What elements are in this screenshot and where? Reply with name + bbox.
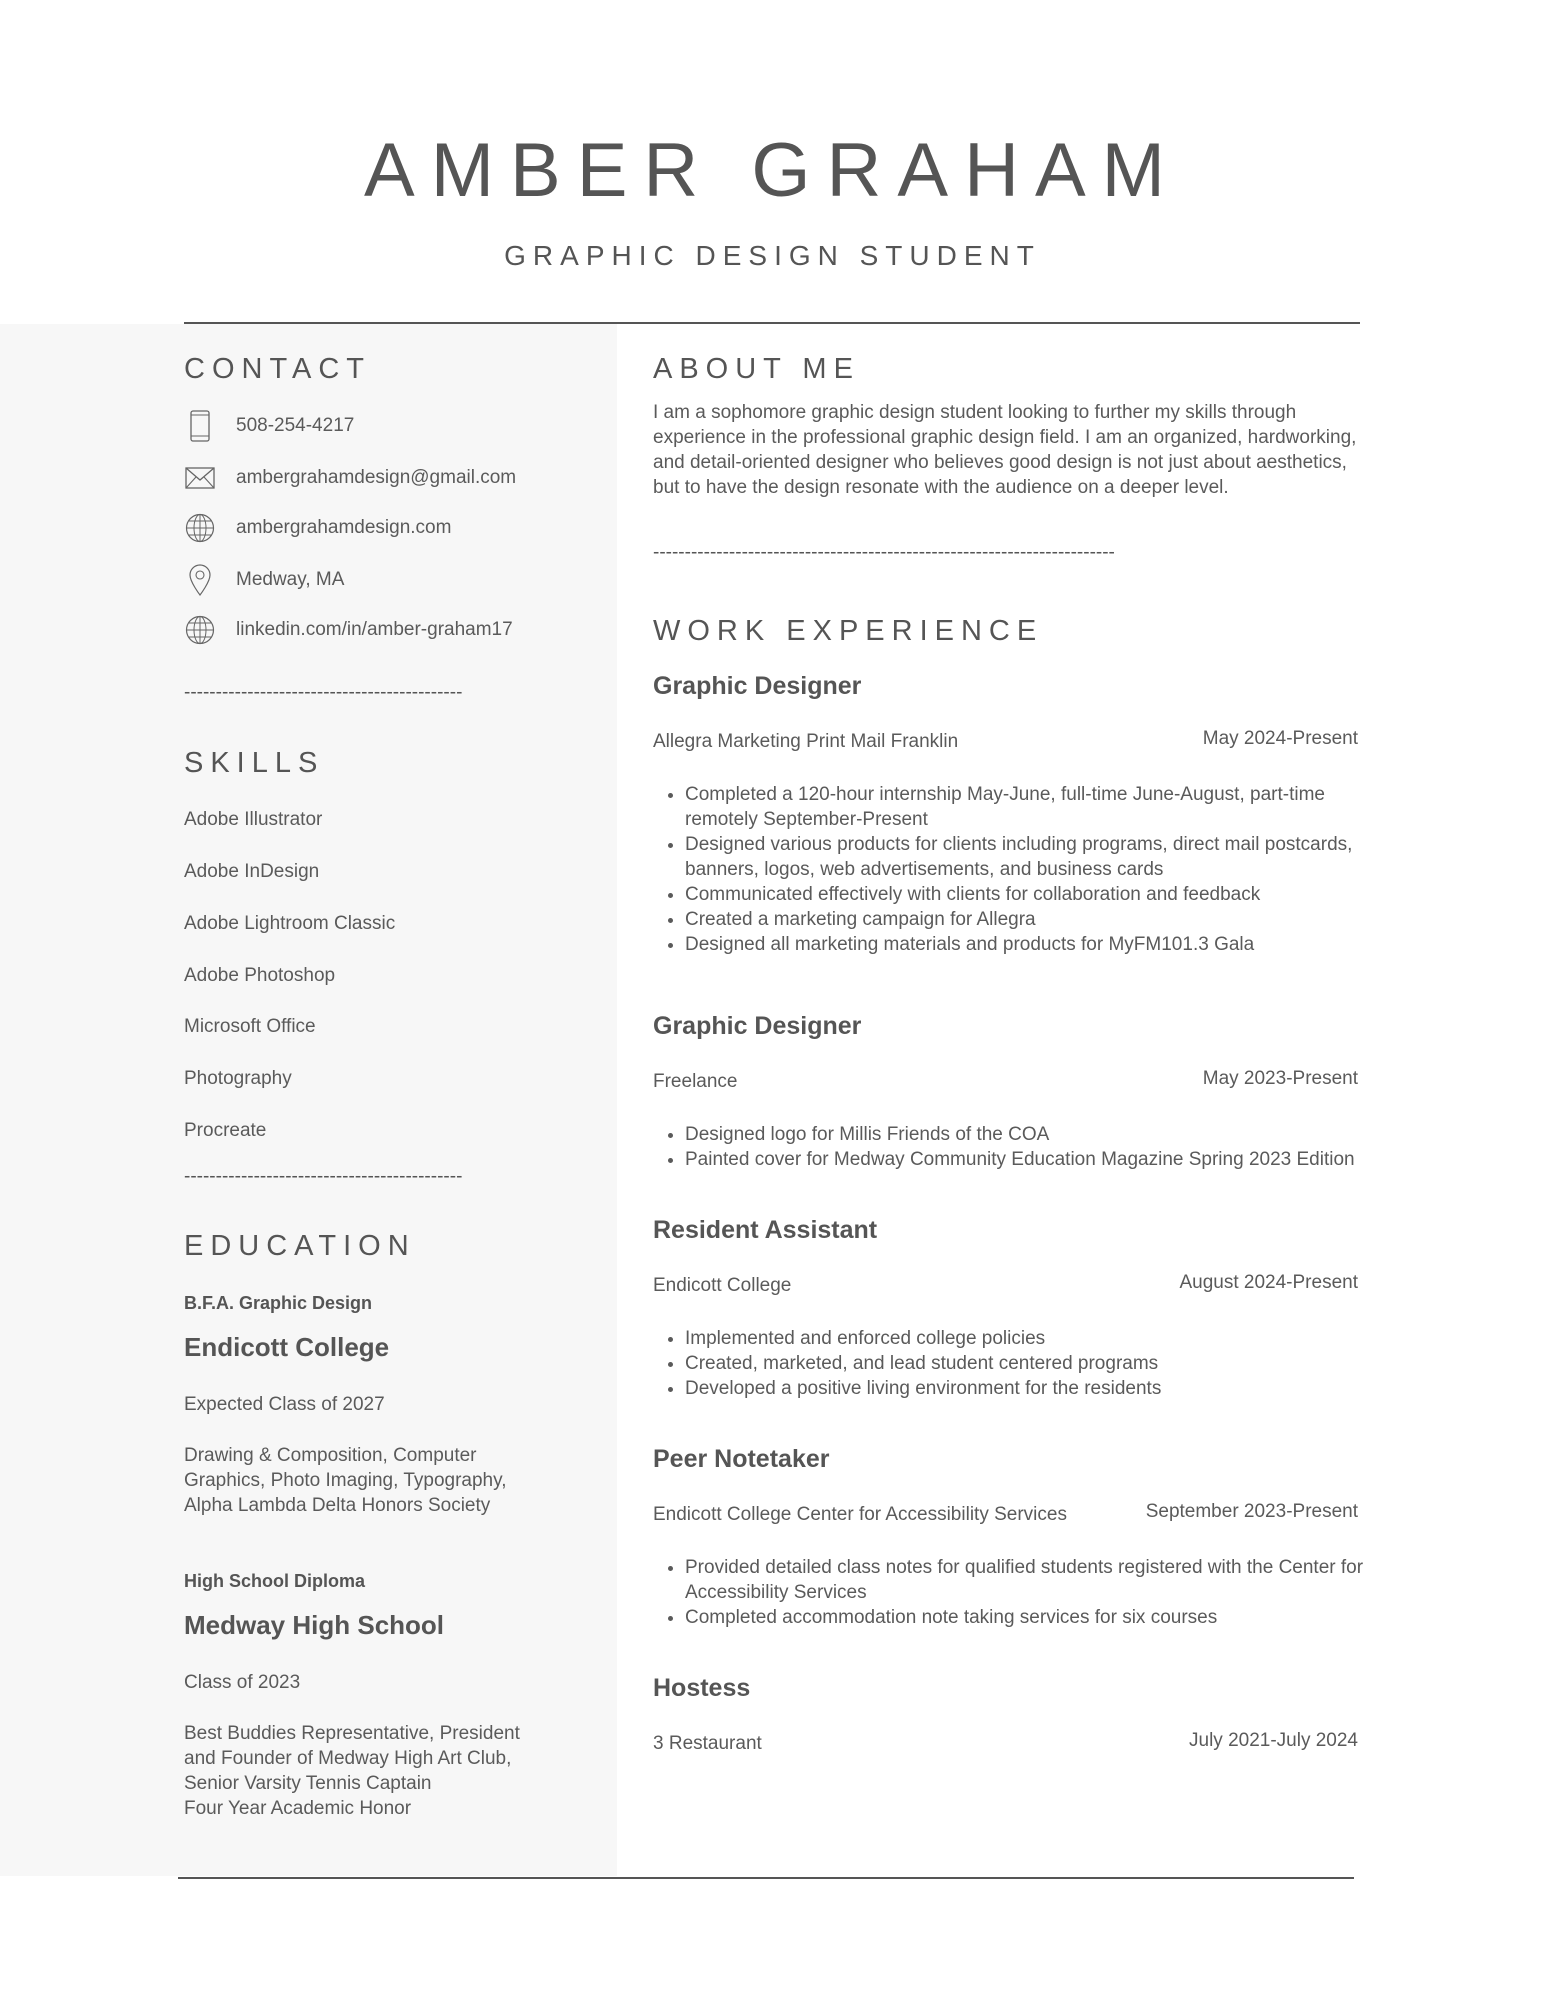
contact-linkedin-text[interactable]: linkedin.com/in/amber-graham17 <box>236 619 513 640</box>
contact-phone-text: 508-254-4217 <box>236 415 355 436</box>
job-bullets <box>653 1555 1391 1630</box>
job-title: Hostess <box>653 1674 751 1702</box>
skill-item: Adobe Illustrator <box>184 809 323 830</box>
contact-heading: CONTACT <box>184 353 372 385</box>
contact-website[interactable] <box>184 510 452 546</box>
job-bullet: • Created a marketing campaign for Allegra <box>685 907 1391 932</box>
about-line: and detail-oriented designer who believes good design is not just about aesthetics, <box>653 452 1347 473</box>
contact-website-text[interactable]: ambergrahamdesign.com <box>236 517 452 538</box>
job-bullet: • Designed logo for Millis Friends of the COA <box>685 1122 1391 1147</box>
job-company: 3 Restaurant <box>653 1733 762 1754</box>
job-bullet: • Provided detailed class notes for qualified students registered with the Center for Accessibility Services <box>685 1555 1391 1605</box>
job-bullet: • Developed a positive living environment for the residents <box>685 1376 1391 1401</box>
job-date: July 2021-July 2024 <box>1189 1730 1358 1751</box>
job-bullets <box>653 1326 1391 1401</box>
education-school: Medway High School <box>184 1610 445 1640</box>
contact-phone <box>184 408 355 444</box>
job-bullet: • Created, marketed, and lead student centered programs <box>685 1351 1391 1376</box>
job-bullet: • Implemented and enforced college policies <box>685 1326 1391 1351</box>
job-bullet: • Completed a 120-hour internship May-June, full-time June-August, part-time remotely September-Present <box>685 782 1391 832</box>
contact-email[interactable] <box>184 460 517 496</box>
about-divider: ------------------------------------------------------------------------- <box>653 542 1115 563</box>
job-company: Allegra Marketing Print Mail Franklin <box>653 731 959 752</box>
bottom-divider-rule <box>178 1877 1354 1879</box>
job-bullet: • Designed all marketing materials and products for MyFM101.3 Gala <box>685 932 1391 957</box>
about-line: but to have the design resonate with the audience on a deeper level. <box>653 477 1229 498</box>
about-line: experience in the professional graphic design field. I am an organized, hardworking, <box>653 427 1357 448</box>
job-company: Freelance <box>653 1071 738 1092</box>
work-heading: WORK EXPERIENCE <box>653 615 1044 647</box>
job-title: Resident Assistant <box>653 1216 878 1244</box>
skills-heading: SKILLS <box>184 747 325 779</box>
education-degree: High School Diploma <box>184 1571 366 1591</box>
education-degree: B.F.A. Graphic Design <box>184 1293 373 1313</box>
job-bullet: • Painted cover for Medway Community Education Magazine Spring 2023 Edition <box>685 1147 1391 1172</box>
about-line: I am a sophomore graphic design student looking to further my skills through <box>653 402 1297 423</box>
job-company: Endicott College Center for Accessibility Services <box>653 1504 1067 1525</box>
resume-title: GRAPHIC DESIGN STUDENT <box>504 240 1041 271</box>
contact-location <box>184 562 345 598</box>
job-bullets <box>653 782 1391 957</box>
location-pin-icon <box>184 564 216 596</box>
job-title: Graphic Designer <box>653 672 862 700</box>
education-detail-line: Best Buddies Representative, President <box>184 1723 520 1744</box>
job-bullet: • Completed accommodation note taking services for six courses <box>685 1605 1391 1630</box>
education-detail-line: Alpha Lambda Delta Honors Society <box>184 1495 491 1516</box>
about-text <box>653 400 1373 500</box>
job-date: May 2023-Present <box>1202 1068 1358 1089</box>
skill-item: Microsoft Office <box>184 1016 316 1037</box>
education-details <box>184 1443 584 1518</box>
education-class: Expected Class of 2027 <box>184 1394 385 1415</box>
top-divider-rule <box>184 322 1360 324</box>
job-date: August 2024-Present <box>1179 1272 1358 1293</box>
job-bullet: • Designed various products for clients including programs, direct mail postcards, banners, logos, web advertisements, and business cards <box>685 832 1391 882</box>
skill-item: Photography <box>184 1068 292 1089</box>
email-icon <box>184 462 216 494</box>
contact-divider: -------------------------------------------- <box>184 682 463 703</box>
skill-item: Adobe Lightroom Classic <box>184 913 396 934</box>
education-detail-line: Drawing & Composition, Computer <box>184 1445 477 1466</box>
left-sidebar <box>0 324 617 1876</box>
about-heading: ABOUT ME <box>653 353 860 385</box>
education-heading: EDUCATION <box>184 1230 416 1262</box>
education-detail-line: Senior Varsity Tennis Captain <box>184 1773 432 1794</box>
phone-icon <box>184 410 216 442</box>
education-detail-line: Four Year Academic Honor <box>184 1798 412 1819</box>
job-bullet: • Communicated effectively with clients for collaboration and feedback <box>685 882 1391 907</box>
job-date: May 2024-Present <box>1202 728 1358 749</box>
education-class: Class of 2023 <box>184 1672 301 1693</box>
skills-divider: -------------------------------------------- <box>184 1166 463 1187</box>
job-title: Graphic Designer <box>653 1012 862 1040</box>
education-details <box>184 1721 604 1821</box>
contact-linkedin[interactable] <box>184 612 513 648</box>
skill-item: Adobe Photoshop <box>184 965 336 986</box>
education-detail-line: Graphics, Photo Imaging, Typography, <box>184 1470 507 1491</box>
job-company: Endicott College <box>653 1275 792 1296</box>
job-date: September 2023-Present <box>1145 1501 1358 1522</box>
contact-location-text: Medway, MA <box>236 569 345 590</box>
education-detail-line: and Founder of Medway High Art Club, <box>184 1748 512 1769</box>
globe-icon <box>184 614 216 646</box>
skill-item: Procreate <box>184 1120 267 1141</box>
job-bullets <box>653 1122 1391 1172</box>
skill-item: Adobe InDesign <box>184 861 320 882</box>
education-school: Endicott College <box>184 1332 390 1362</box>
job-title: Peer Notetaker <box>653 1445 830 1473</box>
contact-email-text[interactable]: ambergrahamdesign@gmail.com <box>236 467 517 488</box>
globe-icon <box>184 512 216 544</box>
resume-name: AMBER GRAHAM <box>364 128 1181 213</box>
